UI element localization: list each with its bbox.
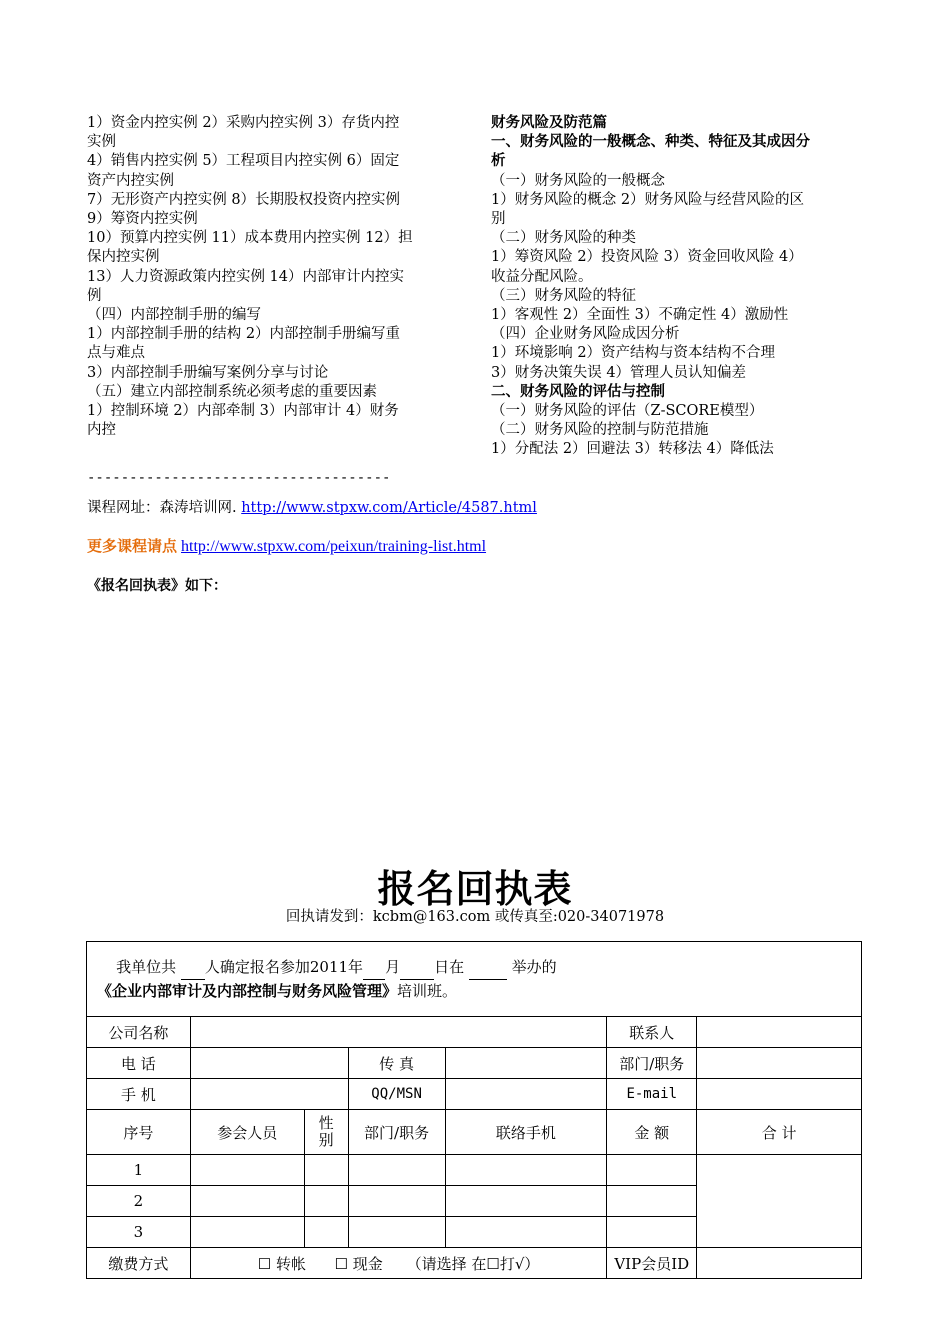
- left-line: 1）控制环境 2）内部牵制 3）内部审计 4）财务: [87, 403, 399, 420]
- form-intro-heading: 《报名回执表》如下：: [87, 578, 227, 594]
- fax-label: 传 真: [348, 1048, 445, 1079]
- left-line: 1）资金内控实例 2）采购内控实例 3）存货内控: [87, 115, 400, 131]
- payment-note: （请选择 在☐打√）: [406, 1254, 540, 1273]
- form-subtitle: 回执请发到：kcbm@163.com 或传真至:020-34071978: [285, 909, 665, 925]
- contact-field[interactable]: [697, 1017, 862, 1048]
- right-line: （二）财务风险的种类: [491, 230, 636, 247]
- total-field[interactable]: [697, 1155, 862, 1248]
- left-line: 保内控实例: [87, 249, 160, 266]
- email-field[interactable]: [697, 1079, 862, 1110]
- course-url-label: 课程网址：森涛培训网.: [87, 500, 242, 516]
- right-heading: 二、财务风险的评估与控制: [491, 383, 665, 400]
- statement-text: 月: [385, 957, 401, 976]
- mobile-cell-field[interactable]: [445, 1186, 607, 1217]
- right-line: 3）财务决策失误 4）管理人员认知偏差: [491, 364, 747, 381]
- statement-text: 培训班。: [397, 981, 458, 1000]
- right-heading: 一、财务风险的一般概念、种类、特征及其成因分: [491, 134, 810, 151]
- more-courses-line: [87, 535, 486, 556]
- left-line: 10）预算内控实例 11）成本费用内控实例 12）担: [87, 230, 413, 247]
- right-line: 收益分配风险。: [491, 268, 593, 285]
- right-line: （一）财务风险的一般概念: [491, 172, 665, 189]
- attendee-field[interactable]: [190, 1186, 304, 1217]
- left-line: 1）内部控制手册的结构 2）内部控制手册编写重: [87, 326, 401, 343]
- row-number: 2: [87, 1186, 191, 1217]
- gender-header-text: 性别: [318, 1114, 334, 1149]
- col-header-no: 序号: [87, 1110, 191, 1155]
- vip-label: VIP会员ID: [607, 1248, 697, 1279]
- left-line: 3）内部控制手册编写案例分享与讨论: [87, 364, 329, 381]
- more-courses-link[interactable]: http://www.stpxw.com/peixun/training-list.html: [181, 538, 487, 555]
- company-label: 公司名称: [87, 1017, 191, 1048]
- qq-label: QQ/MSN: [348, 1079, 445, 1110]
- registration-table: [86, 941, 862, 1279]
- left-line: （四）内部控制手册的编写: [87, 307, 261, 324]
- fax-field[interactable]: [445, 1048, 607, 1079]
- right-line: （一）财务风险的评估（Z-SCORE模型）: [491, 403, 764, 420]
- mobile-cell-field[interactable]: [445, 1155, 607, 1186]
- dept-title-label: 部门/职务: [607, 1048, 697, 1079]
- city-blank[interactable]: [469, 956, 507, 980]
- right-heading: 析: [491, 153, 506, 170]
- right-heading: 财务风险及防范篇: [491, 115, 607, 131]
- amount-field[interactable]: [607, 1217, 697, 1248]
- payment-label: 缴费方式: [87, 1248, 191, 1279]
- statement-text: 人确定报名参加2011年: [204, 957, 364, 976]
- left-line: 例: [87, 287, 102, 304]
- right-line: 1）客观性 2）全面性 3）不确定性 4）激励性: [491, 307, 789, 324]
- statement-text: 举办的: [511, 957, 557, 976]
- cash-checkbox[interactable]: ☐ 现金: [334, 1254, 383, 1273]
- col-header-amount: 金 额: [607, 1110, 697, 1155]
- right-column: [491, 114, 866, 460]
- month-blank[interactable]: [363, 956, 385, 980]
- transfer-checkbox[interactable]: ☐ 转帐: [257, 1254, 306, 1273]
- amount-field[interactable]: [607, 1155, 697, 1186]
- col-header-attendee: 参会人员: [190, 1110, 304, 1155]
- table-row: [87, 1155, 862, 1186]
- more-courses-label: 更多课程请点: [87, 537, 178, 555]
- separator-line: ------------------------------------: [87, 470, 391, 486]
- vip-field[interactable]: [697, 1248, 862, 1279]
- left-column: [87, 114, 459, 440]
- course-name: 《企业内部审计及内部控制与财务风险管理》: [97, 981, 398, 1000]
- attendee-field[interactable]: [190, 1155, 304, 1186]
- col-header-dept: 部门/职务: [348, 1110, 445, 1155]
- gender-field[interactable]: [304, 1186, 348, 1217]
- right-line: （四）企业财务风险成因分析: [491, 326, 680, 343]
- left-line: 点与难点: [87, 345, 145, 362]
- dept-field[interactable]: [348, 1186, 445, 1217]
- phone-field[interactable]: [190, 1048, 348, 1079]
- row-number: 1: [87, 1155, 191, 1186]
- row-number: 3: [87, 1217, 191, 1248]
- amount-field[interactable]: [607, 1186, 697, 1217]
- gender-field[interactable]: [304, 1217, 348, 1248]
- phone-label: 电 话: [87, 1048, 191, 1079]
- course-url-line: [87, 496, 537, 517]
- right-line: 1）筹资风险 2）投资风险 3）资金回收风险 4）: [491, 249, 803, 266]
- left-line: 资产内控实例: [87, 172, 174, 189]
- attendee-field[interactable]: [190, 1217, 304, 1248]
- form-title: 报名回执表: [377, 867, 573, 911]
- dept-field[interactable]: [348, 1155, 445, 1186]
- left-line: （五）建立内部控制系统必须考虑的重要因素: [87, 383, 377, 400]
- right-line: （二）财务风险的控制与防范措施: [491, 422, 709, 439]
- right-line: 1）环境影响 2）资产结构与资本结构不合理: [491, 345, 776, 362]
- left-line: 内控: [87, 422, 116, 439]
- mobile-label: 手 机: [87, 1079, 191, 1110]
- dept-title-field[interactable]: [697, 1048, 862, 1079]
- left-line: 实例: [87, 134, 116, 151]
- payment-options: [190, 1248, 606, 1279]
- contact-label: 联系人: [607, 1017, 697, 1048]
- col-header-mobile: 联络手机: [445, 1110, 607, 1155]
- day-blank[interactable]: [400, 956, 434, 980]
- right-line: 1）财务风险的概念 2）财务风险与经营风险的区: [491, 191, 805, 208]
- right-line: 别: [491, 211, 506, 228]
- statement-text: 我单位共: [116, 957, 177, 976]
- qq-field[interactable]: [445, 1079, 607, 1110]
- col-header-gender: [304, 1110, 348, 1155]
- gender-field[interactable]: [304, 1155, 348, 1186]
- statement-text: 日在: [434, 957, 465, 976]
- mobile-cell-field[interactable]: [445, 1217, 607, 1248]
- registration-statement: [87, 942, 862, 1017]
- left-line: 4）销售内控实例 5）工程项目内控实例 6）固定: [87, 153, 400, 170]
- left-line: 13）人力资源政策内控实例 14）内部审计内控实: [87, 268, 405, 285]
- mobile-field[interactable]: [190, 1079, 348, 1110]
- dept-field[interactable]: [348, 1217, 445, 1248]
- right-line: 1）分配法 2）回避法 3）转移法 4）降低法: [491, 441, 774, 458]
- right-line: （三）财务风险的特征: [491, 287, 636, 304]
- email-label: E-mail: [607, 1079, 697, 1110]
- left-line: 7）无形资产内控实例 8）长期股权投资内控实例: [87, 191, 401, 208]
- left-line: 9）筹资内控实例: [87, 211, 198, 228]
- col-header-total: 合 计: [697, 1110, 862, 1155]
- company-field[interactable]: [190, 1017, 606, 1048]
- course-url-link[interactable]: http://www.stpxw.com/Article/4587.html: [241, 500, 537, 516]
- attendee-count-blank[interactable]: [181, 956, 205, 980]
